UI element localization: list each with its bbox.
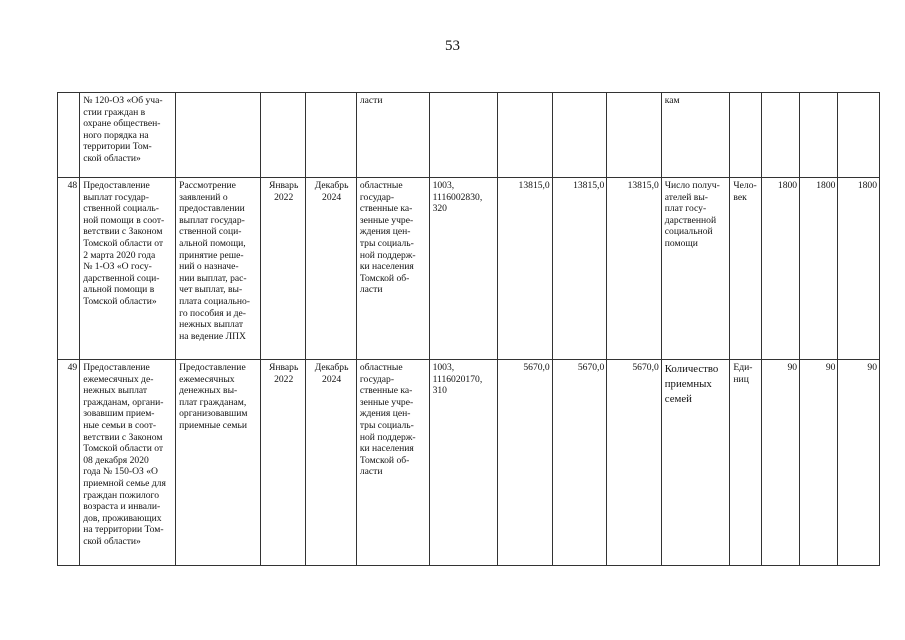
unit — [730, 93, 761, 178]
unit: Чело- век — [730, 178, 761, 360]
budget-code: 1003, 1116020170, 310 — [429, 360, 498, 566]
value-2023: 90 — [800, 360, 838, 566]
measure-content: Предоставление ежемесячных денежных вы- плат гражданам, организовавшим приемные семьи — [176, 360, 261, 566]
page-number: 53 — [445, 38, 460, 54]
measure-name: Предоставление ежемесячных де- нежных выплат гражданам, органи- зовавшим прием- ные семьи в соот- ветствии с Законом Томской области от 08 декабря 2020 года № 150-ОЗ «О приемной семье для граждан пожилого возраста и инвали- дов, проживающих на территории Том- ской области» — [80, 360, 176, 566]
row-number: 49 — [58, 360, 80, 566]
budget-code — [429, 93, 498, 178]
funding-2024 — [607, 93, 662, 178]
end-date: Декабрь 2024 — [306, 178, 356, 360]
indicator: Число получ- ателей вы- плат госу- дарственной социальной помощи — [661, 178, 730, 360]
measure-name: № 120-ОЗ «Об уча- стии граждан в охране обществен- ного порядка на территории Том- ской области» — [80, 93, 176, 178]
end-date: Декабрь 2024 — [306, 360, 356, 566]
funding-2023 — [552, 93, 607, 178]
row-number — [58, 93, 80, 178]
table-row — [58, 360, 880, 566]
value-2024 — [838, 93, 880, 178]
budget-code: 1003, 1116002830, 320 — [429, 178, 498, 360]
start-date: Январь 2022 — [260, 360, 305, 566]
funding-2022: 5670,0 — [498, 360, 553, 566]
value-2022: 90 — [761, 360, 799, 566]
value-2022: 1800 — [761, 178, 799, 360]
value-2023: 1800 — [800, 178, 838, 360]
indicator: Количество приемных семей — [661, 360, 730, 566]
measures-table — [57, 92, 880, 566]
measure-content: Рассмотрение заявлений о предоставлении выплат государ- ственной соци- альной помощи, принятие реше- ний о назначе- нии выплат, рас- чет выплат, вы- плата социально- го пособия и де- нежных выплат на ведение ЛПХ — [176, 178, 261, 360]
end-date — [306, 93, 356, 178]
funding-2023: 13815,0 — [552, 178, 607, 360]
table-row — [58, 178, 880, 360]
value-2024: 1800 — [838, 178, 880, 360]
unit: Еди- ниц — [730, 360, 761, 566]
value-2022 — [761, 93, 799, 178]
measure-content — [176, 93, 261, 178]
row-number: 48 — [58, 178, 80, 360]
funding-2023: 5670,0 — [552, 360, 607, 566]
funding-2024: 13815,0 — [607, 178, 662, 360]
funding-2022: 13815,0 — [498, 178, 553, 360]
value-2024: 90 — [838, 360, 880, 566]
funding-2022 — [498, 93, 553, 178]
executor: ласти — [356, 93, 429, 178]
measure-name: Предоставление выплат государ- ственной социаль- ной помощи в соот- ветствии с Законом Томской области от 2 марта 2020 года № 1-ОЗ «О госу- дарственной соци- альной помощи в Томской области» — [80, 178, 176, 360]
executor: областные государ- ственные ка- зенные учре- ждения цен- тры социаль- ной поддерж- ки населения Томской об- ласти — [356, 360, 429, 566]
funding-2024: 5670,0 — [607, 360, 662, 566]
start-date — [260, 93, 305, 178]
table-row — [58, 93, 880, 178]
executor: областные государ- ственные ка- зенные учре- ждения цен- тры социаль- ной поддерж- ки населения Томской об- ласти — [356, 178, 429, 360]
start-date: Январь 2022 — [260, 178, 305, 360]
indicator: кам — [661, 93, 730, 178]
value-2023 — [800, 93, 838, 178]
